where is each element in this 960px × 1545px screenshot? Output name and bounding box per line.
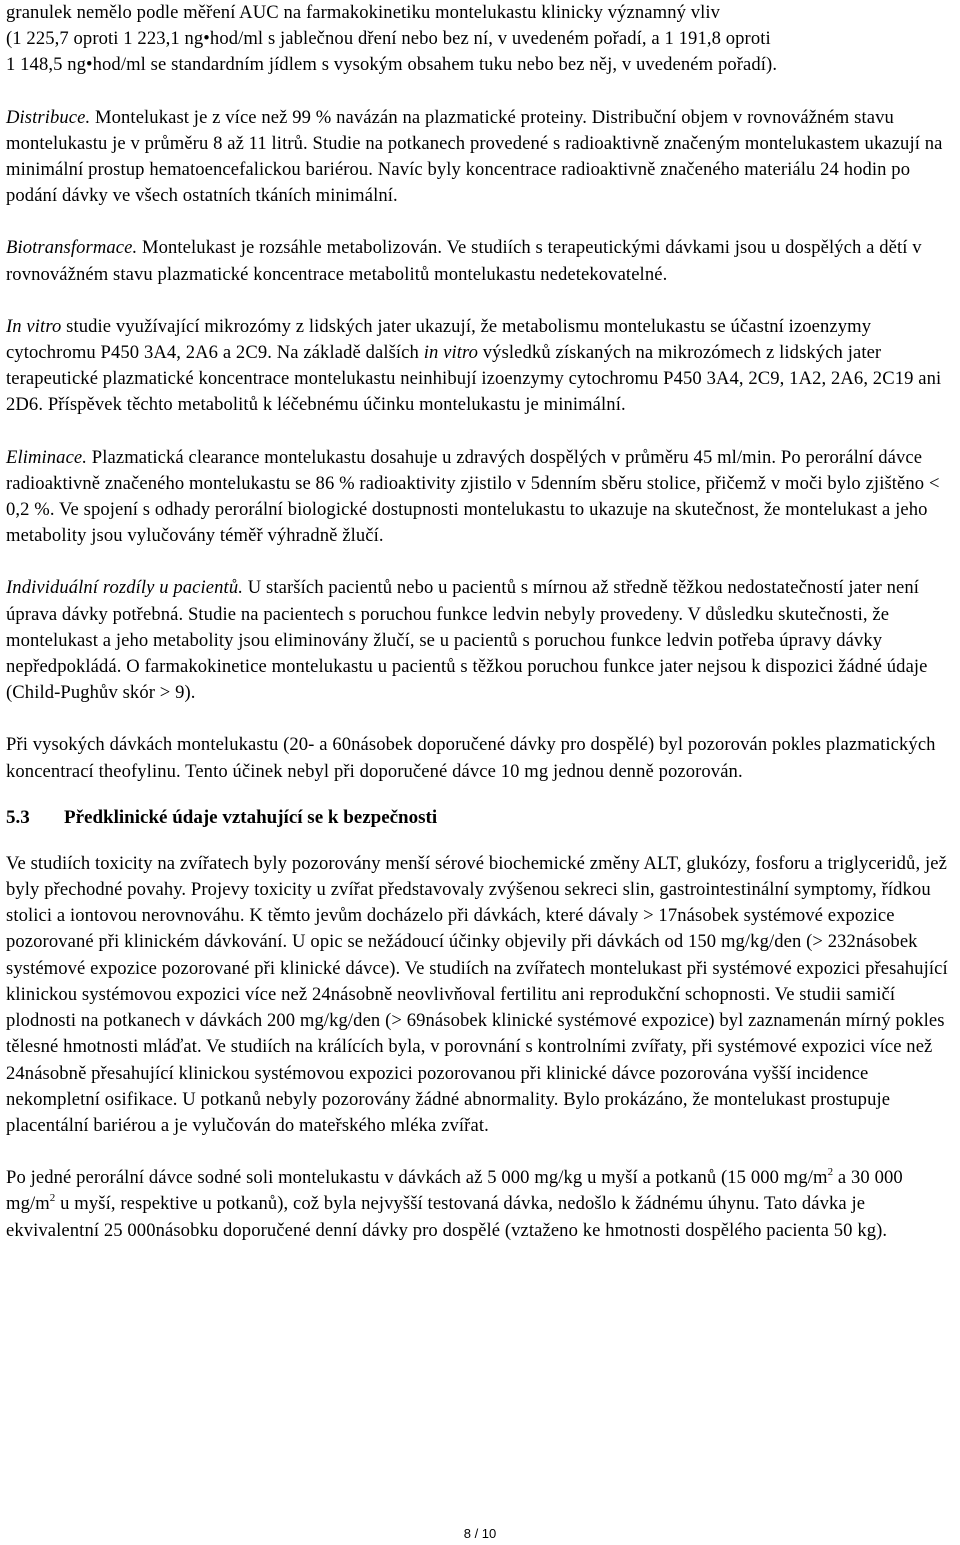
jedna-davka-text-1: Po jedné perorální dávce sodné soli montelukastu v dávkách až 5 000 mg/kg u myší a potkanů (15 000 mg/m bbox=[6, 1167, 828, 1189]
paragraph-distribuce bbox=[6, 105, 956, 210]
section-title: Předklinické údaje vztahující se k bezpečnosti bbox=[64, 806, 438, 828]
in-vitro-label: In vitro bbox=[6, 315, 62, 337]
biotransformace-text: Montelukast je rozsáhle metabolizován. Ve studiích s terapeutickými dávkami jsou u dospělých a dětí v rovnovážném stavu plazmatické koncentrace metabolitů montelukastu nedetekovatelné. bbox=[6, 237, 922, 285]
paragraph-toxicita: Ve studiích toxicity na zvířatech byly pozorovány menší sérové biochemické změny ALT, glukózy, fosforu a triglyceridů, jež byly přechodné povahy. Projevy toxicity u zvířat představovaly zvýšenou sekreci slin, gastrointestinální symptomy, řídkou stolici a iontovou nerovnováhu. K těmto jevům docházelo při dávkách, které dávaly > 17násobek systémové expozice pozorované při klinickém dávkování. U opic se nežádoucí účinky objevily při dávkách od 150 mg/kg/den (> 232násobek systémové expozice pozorované při klinické dávce). Ve studiích na zvířatech montelukast při systémové expozici přesahující klinickou systémovou expozici více než 24násobně neovlivňoval fertilitu ani reprodukční schopnosti. Ve studii samičí plodnosti na potkanech v dávkách 200 mg/kg/den (> 69násobek klinické systémové expozice) byl zaznamenán mírný pokles tělesné hmotnosti mláďat. Ve studiích na králících byla, v porovnání s kontrolními zvířaty, při systémové expozici více než 24násobně přesahující klinickou systémovou expozici pozorovanou při klinické dávce pozorována vyšší incidence nekompletní osifikace. U potkanů nebyly pozorovány žádné abnormality. Bylo prokázáno, že montelukast prostupuje placentální bariérou a je vylučován do mateřského mléka zvířat. bbox=[6, 852, 948, 1136]
paragraph-jedna-davka bbox=[6, 1165, 956, 1244]
section-heading bbox=[6, 805, 956, 831]
paragraph-eliminace bbox=[6, 445, 956, 550]
jedna-davka-text-2: a 30 000 mg/m bbox=[6, 1167, 903, 1215]
distribuce-text: Montelukast je z více než 99 % navázán na plazmatické proteiny. Distribuční objem v rovnovážném stavu montelukastu je v průměru 8 až 11 litrů. Studie na potkanech provedené s radioaktivně značeným montelukastem ukazují na minimální prostup hematoencefalickou bariérou. Navíc byly koncentrace radioaktivně značeného materiálu 24 hodin po podání dávky ve všech ostatních tkáních minimální. bbox=[6, 106, 943, 207]
eliminace-text: Plazmatická clearance montelukastu dosahuje u zdravých dospělých v průměru 45 ml/min. Po perorální dávce radioaktivně značeného montelukastu se 86 % radioaktivity zjistilo v 5denním sběru stolice, přičemž v moči bylo zjištěno < 0,2 %. Ve spojení s odhady perorální biologické dostupnosti montelukastu to ukazuje na skutečnost, že montelukast a jeho metabolity jsou vylučovány téměř výhradně žlučí. bbox=[6, 446, 940, 547]
in-vitro-text-1: studie využívající mikrozómy z lidských jater ukazují, že metabolismu montelukastu se účastní izoenzymy cytochromu P450 3A4, 2A6 a 2C9. Na základě dalších bbox=[6, 315, 872, 364]
in-vitro-label-2: in vitro bbox=[423, 342, 479, 364]
paragraph-in-vitro bbox=[6, 314, 956, 419]
individualni-label: Individuální rozdíly u pacientů. bbox=[6, 577, 243, 599]
paragraph-vysoke-davky: Při vysokých dávkách montelukastu (20- a 60násobek doporučené dávky pro dospělé) byl pozorován pokles plazmatických koncentrací theofylinu. Tento účinek nebyl při doporučené dávce 10 mg jednou denně pozorován. bbox=[6, 734, 936, 782]
section-number: 5.3 bbox=[6, 806, 30, 828]
page-number: 8 / 10 bbox=[463, 1526, 497, 1541]
paragraph-line: (1 225,7 oproti 1 223,1 ng•hod/ml s jablečnou dření nebo bez ní, v uvedeném pořadí, a 1 191,8 oproti bbox=[6, 28, 771, 50]
jedna-davka-text-3: u myší, respektive u potkanů), což byla nejvyšší testovaná dávka, nedošlo k žádnému úhynu. Tato dávka je ekvivalentní 25 000násobku doporučené denní dávky pro dospělé (vztaženo ke hmotnosti dospělého pacienta 50 kg). bbox=[6, 1193, 888, 1241]
superscript: 2 bbox=[827, 1166, 834, 1179]
paragraph-biotransformace bbox=[6, 235, 956, 287]
in-vitro-text-2: výsledků získaných na mikrozómech z lidských jater terapeutické plazmatické koncentrace montelukastu neinhibují izoenzymy cytochromu P450 3A4, 2C9, 1A2, 2A6, 2C19 ani 2D6. Příspěvek těchto metabolitů k léčebnému účinku montelukastu je minimální. bbox=[6, 342, 942, 416]
document-page bbox=[6, 0, 956, 1244]
distribuce-label: Distribuce. bbox=[6, 106, 91, 128]
superscript: 2 bbox=[49, 1192, 56, 1205]
paragraph-absorption bbox=[6, 0, 956, 79]
eliminace-label: Eliminace. bbox=[6, 446, 88, 468]
individualni-text: U starších pacientů nebo u pacientů s mírnou až středně těžkou nedostatečností jater není úprava dávky potřebná. Studie na pacientech s poruchou funkce ledvin nebyly provedeny. V důsledku skutečnosti, že montelukast a jeho metabolity jsou eliminovány žlučí, se u pacientů s poruchou funkce ledvin potřeba úpravy dávky nepředpokládá. O farmakokinetice montelukastu u pacientů s těžkou poruchou funkce jater nejsou k dispozici žádné údaje (Child-Pughův skór > 9). bbox=[6, 577, 928, 704]
biotransformace-label: Biotransformace. bbox=[6, 237, 138, 259]
paragraph-line: granulek nemělo podle měření AUC na farmakokinetiku montelukastu klinicky významný vliv bbox=[6, 2, 721, 23]
paragraph-line: 1 148,5 ng•hod/ml se standardním jídlem s vysokým obsahem tuku nebo bez něj, v uvedeném pořadí). bbox=[6, 54, 778, 76]
paragraph-individualni bbox=[6, 575, 956, 706]
